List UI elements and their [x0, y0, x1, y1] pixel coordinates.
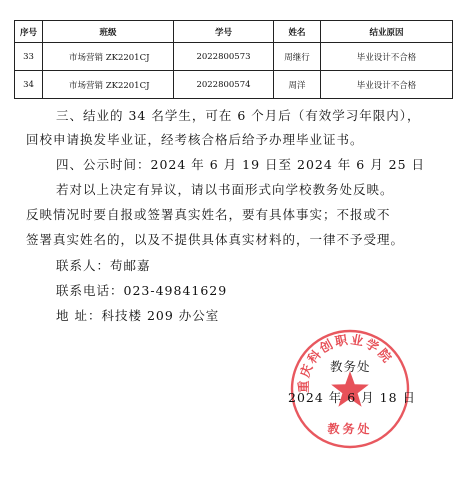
cell-student-id: 2022800573 [174, 43, 274, 71]
cell-seq: 33 [15, 43, 43, 71]
col-header-seq: 序号 [15, 21, 43, 43]
cell-reason: 毕业设计不合格 [321, 71, 453, 99]
cell-name: 周洋 [274, 71, 321, 99]
contact-phone: 联系电话：023-49841629 [56, 283, 228, 298]
signature-office: 教务处 [330, 359, 371, 374]
contact-person: 联系人：苟邮嘉 [56, 258, 151, 273]
signature-date: 2024 年 6 月 18 日 [288, 390, 417, 405]
paragraph-line-resubmit-cont: 回校申请换发毕业证，经考核合格后给予办理毕业证书。 [26, 132, 364, 147]
cell-class: 市场营销 ZK2201CJ [43, 43, 174, 71]
table-header-row [15, 21, 453, 43]
col-header-student-id: 学号 [174, 21, 274, 43]
cell-student-id: 2022800574 [174, 71, 274, 99]
seal-ring-text: 重庆科创职业学院 [295, 331, 396, 393]
table-row [15, 71, 453, 99]
paragraph-line-objection-cont: 反映情况时要自报或签署真实姓名，要有具体事实；不报或不 [26, 207, 391, 222]
cell-reason: 毕业设计不合格 [321, 43, 453, 71]
col-header-class: 班级 [43, 21, 174, 43]
paragraph-line-objection: 若对以上决定有异议，请以书面形式向学校教务处反映。 [56, 182, 394, 197]
table-row [15, 43, 453, 71]
cell-name: 周继行 [274, 43, 321, 71]
cell-class: 市场营销 ZK2201CJ [43, 71, 174, 99]
contact-address: 地 址：科技楼 209 办公室 [56, 308, 220, 323]
col-header-reason: 结业原因 [321, 21, 453, 43]
paragraph-line-publicity-period: 四、公示时间：2024 年 6 月 19 日至 2024 年 6 月 25 日 [56, 157, 426, 172]
paragraph-line-objection-end: 签署真实姓名的，以及不提供具体真实材料的，一律不予受理。 [26, 232, 405, 247]
paragraph-line-resubmit: 三、结业的 34 名学生，可在 6 个月后（有效学习年限内）， [56, 108, 421, 123]
col-header-name: 姓名 [274, 21, 321, 43]
cell-seq: 34 [15, 71, 43, 99]
seal-bottom-text: 教务处 [327, 422, 373, 436]
graduation-table [14, 20, 453, 99]
